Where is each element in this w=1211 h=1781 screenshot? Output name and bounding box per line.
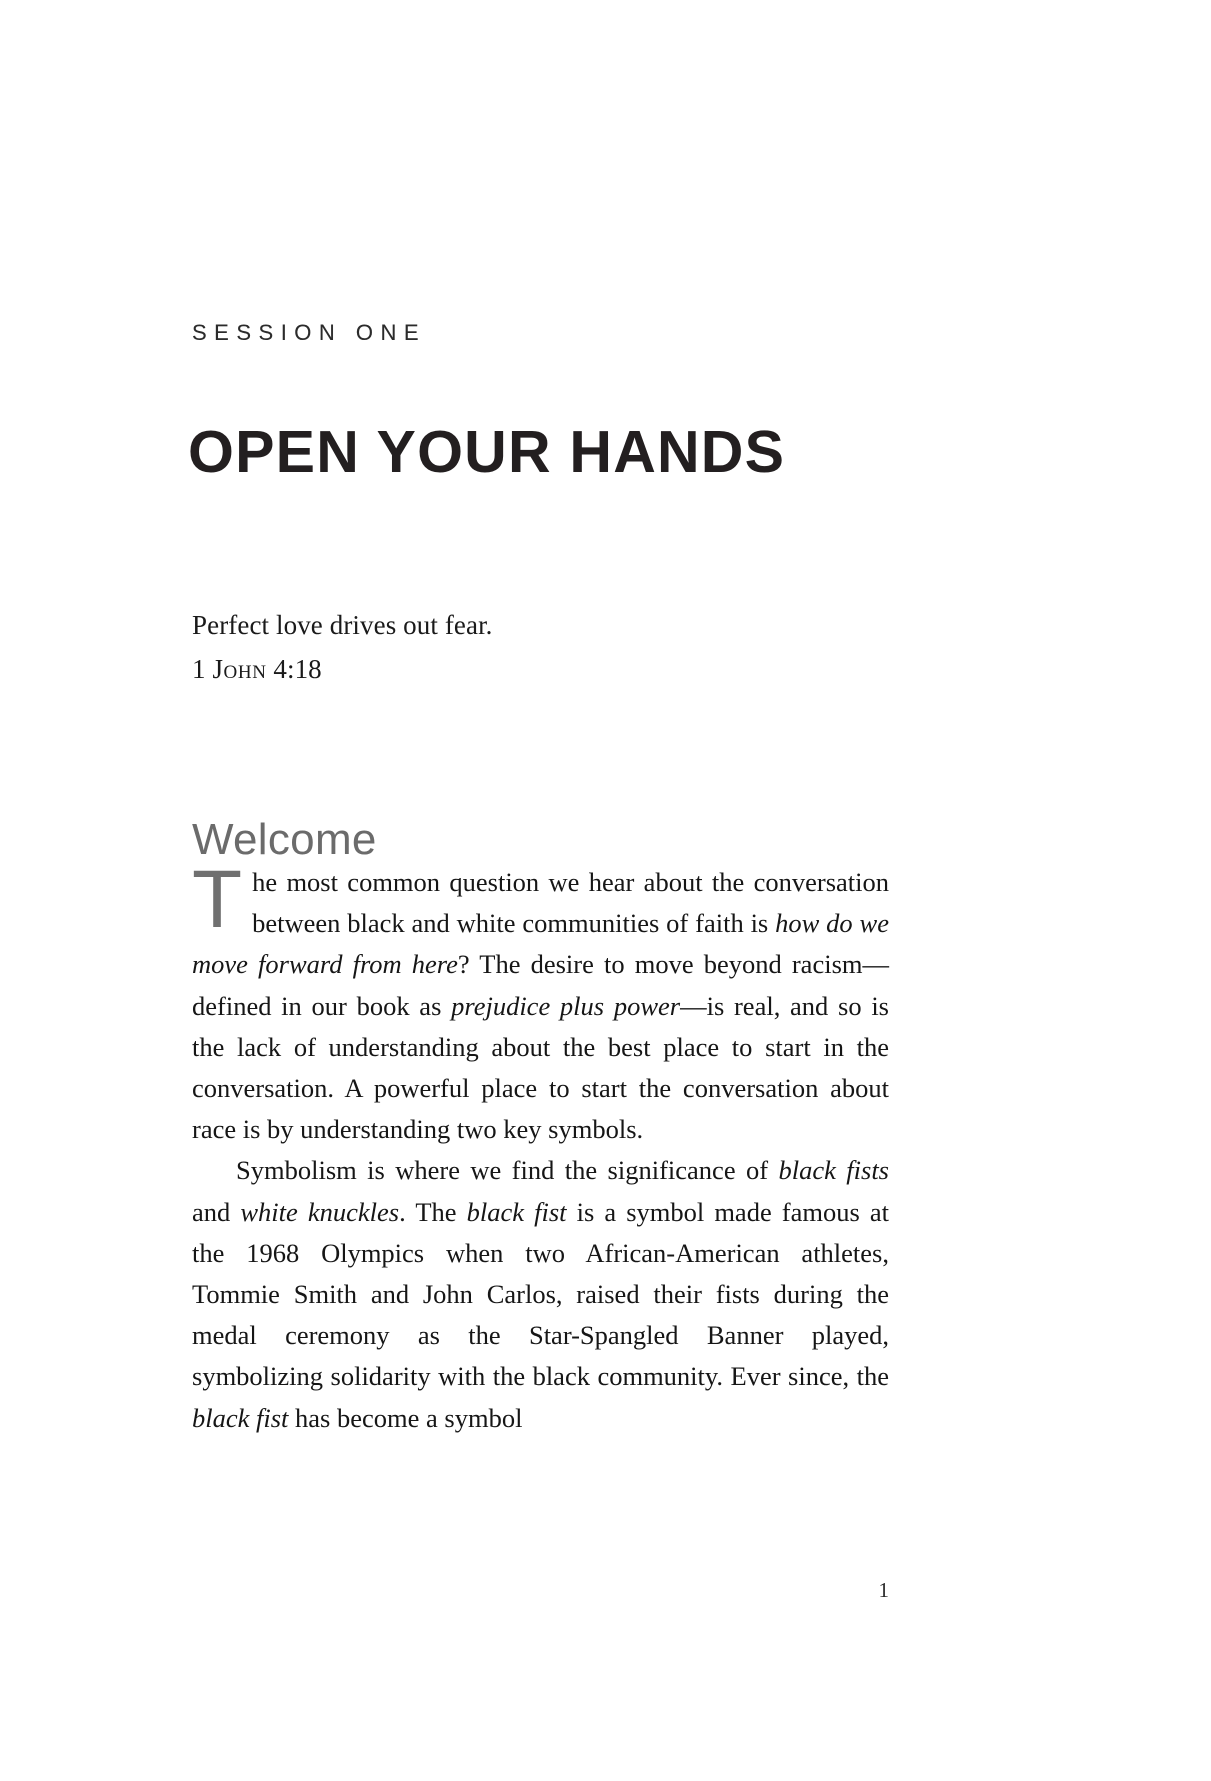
page-number: 1 — [878, 1578, 889, 1602]
paragraph-two-italic-4: black fist — [192, 1402, 289, 1433]
paragraph-one-part-1: he most common question we hear about the conversation between black and white communities of faith is — [252, 867, 889, 939]
paragraph-one-part-3: —is real, and so is the lack of understanding about the best place to start in the conversation. A powerful place to start the conversation about race is by understanding two key symbols. — [192, 990, 889, 1145]
paragraph-two-part-2: and — [192, 1196, 241, 1227]
paragraph-two-italic-2: white knuckles — [240, 1196, 400, 1227]
paragraph-two-italic-3: black fist — [466, 1196, 567, 1227]
epigraph-quote: Perfect love drives out fear. — [192, 610, 493, 640]
section-heading-welcome: Welcome — [192, 814, 377, 864]
paragraph-two-italic-1: black fists — [778, 1155, 889, 1186]
epigraph-reference-prefix: 1 — [192, 653, 213, 684]
page-title: OPEN YOUR HANDS — [188, 418, 786, 485]
epigraph — [192, 604, 892, 691]
paragraph-two-part-3: . The — [399, 1196, 467, 1227]
paragraph-two-part-4: is a symbol made famous at the 1968 Olympics when two African-American athletes, Tommie Smith and John Carlos, raised their fists during the medal ceremony as the Star-Spangled Banner played, symbolizing solidarity with the black community. Ever since, the — [192, 1196, 890, 1392]
drop-cap: T — [192, 854, 243, 945]
paragraph-one-part-2: ? The desire to move beyond racism—defined in our book as — [192, 949, 889, 1021]
paragraph-two-part-1: Symbolism is where we find the significance of — [236, 1155, 779, 1186]
paragraph-two-part-5: has become a symbol — [288, 1402, 523, 1433]
epigraph-reference — [192, 648, 892, 692]
paragraph-one-italic-1: how do we move forward from here — [192, 908, 889, 980]
body-copy — [192, 854, 890, 1439]
paragraph-one — [192, 854, 889, 1150]
paragraph-one-italic-2: prejudice plus power — [451, 990, 681, 1021]
epigraph-reference-book: John — [212, 653, 267, 684]
epigraph-reference-verse: 4:18 — [266, 653, 322, 684]
session-label: SESSION ONE — [192, 320, 427, 345]
paragraph-two — [192, 1150, 889, 1438]
